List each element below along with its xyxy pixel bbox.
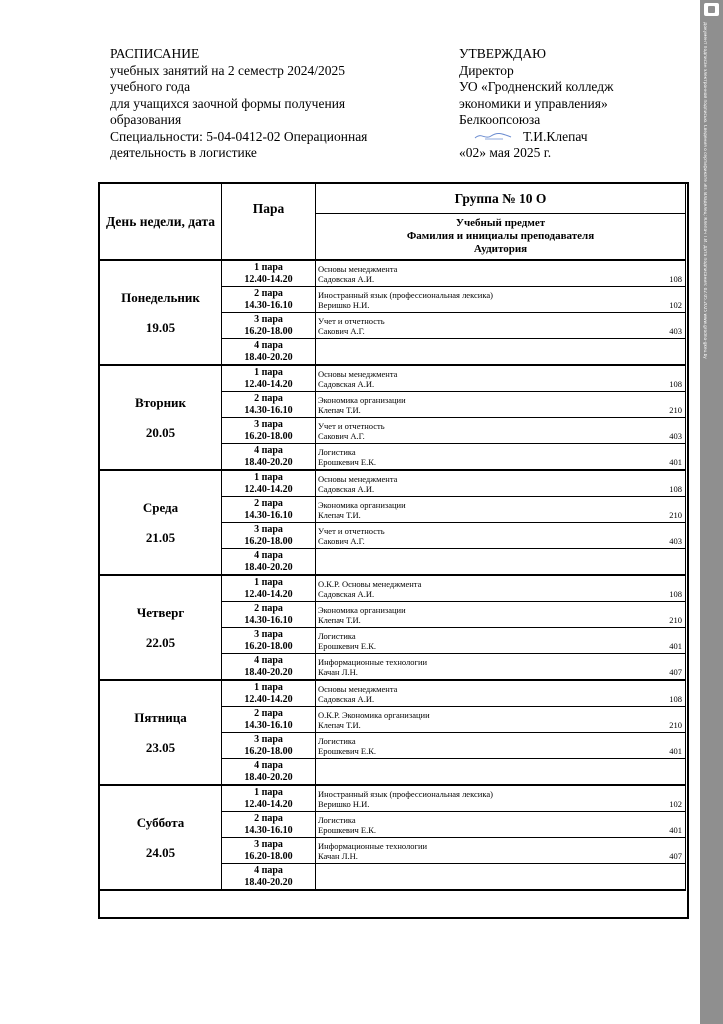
teacher-name: Веришко Н.И. [318, 299, 370, 310]
subject-cell [316, 680, 686, 707]
para-time: 18.40-20.20 [244, 666, 293, 678]
subject-name: Экономика организации [318, 604, 406, 615]
para-time: 14.30-16.10 [244, 719, 293, 731]
room-number: 210 [669, 405, 682, 415]
approval-block [459, 46, 699, 162]
para-time: 14.30-16.10 [244, 299, 293, 311]
para-number: 1 пара [254, 367, 283, 378]
para-number: 2 пара [254, 393, 283, 404]
day-cell [100, 470, 222, 575]
teacher-name: Садовская А.И. [318, 693, 375, 704]
subject-cell [316, 549, 686, 576]
para-number: 2 пара [254, 498, 283, 509]
table-row [100, 470, 686, 497]
table-row [100, 785, 686, 812]
header-day-date: День недели, дата [100, 184, 222, 261]
subject-name: Логистика [318, 735, 356, 746]
subject-cell [316, 497, 686, 523]
subject-cell [316, 628, 686, 654]
title-line: Специальности: 5-04-0412-02 Операционная [110, 128, 368, 144]
room-number: 407 [669, 667, 682, 677]
room-number: 401 [669, 746, 682, 756]
document-logo-icon [704, 3, 719, 16]
para-number: 4 пара [254, 340, 283, 351]
para-number: 3 пара [254, 419, 283, 430]
day-date: 19.05 [145, 319, 176, 335]
e-signature-strip [700, 0, 723, 1024]
subject-name: Учет и отчетность [318, 315, 385, 326]
para-time: 12.40-14.20 [244, 693, 293, 705]
subject-cell [316, 339, 686, 366]
teacher-name: Сакович А.Г. [318, 430, 365, 441]
title-line: учебных занятий на 2 семестр 2024/2025 [110, 62, 345, 78]
subject-cell [316, 759, 686, 786]
day-date: 23.05 [145, 739, 176, 755]
para-number: 4 пара [254, 445, 283, 456]
para-number: 3 пара [254, 314, 283, 325]
subject-cell [316, 812, 686, 838]
teacher-name: Клепач Т.И. [318, 614, 361, 625]
subject-name: Логистика [318, 446, 356, 457]
day-date: 20.05 [145, 424, 176, 440]
subject-name: Информационные технологии [318, 656, 428, 667]
teacher-name: Клепач Т.И. [318, 509, 361, 520]
para-cell [222, 313, 316, 339]
para-number: 1 пара [254, 682, 283, 693]
teacher-name: Сакович А.Г. [318, 325, 365, 336]
subject-name: Основы менеджмента [318, 368, 398, 379]
approve-name: Т.И.Клепач [523, 128, 588, 144]
title-line: РАСПИСАНИЕ [110, 46, 200, 61]
teacher-name: Клепач Т.И. [318, 404, 361, 415]
para-time: 18.40-20.20 [244, 561, 293, 573]
day-cell [100, 365, 222, 470]
para-cell [222, 339, 316, 366]
e-signature-text: Документ подписан электронной подписью. Сведения о сертификате ЭП. Владелец: Клепач Т.И. Дата подписания: 02.05.2025 www.grodno-gkeu.by [702, 22, 707, 359]
teacher-name: Ерошкевич Е.К. [318, 640, 377, 651]
subject-name: Основы менеджмента [318, 683, 398, 694]
subject-cell [316, 785, 686, 812]
para-time: 12.40-14.20 [244, 588, 293, 600]
subject-cell [316, 864, 686, 891]
para-cell [222, 444, 316, 471]
para-number: 1 пара [254, 787, 283, 798]
header-para: Пара [222, 184, 316, 261]
para-cell [222, 287, 316, 313]
approve-org: УО «Гродненский колледж [459, 79, 614, 94]
para-number: 3 пара [254, 734, 283, 745]
para-number: 2 пара [254, 813, 283, 824]
day-cell [100, 785, 222, 890]
para-cell [222, 575, 316, 602]
subject-name: Иностранный язык (профессиональная лексика) [318, 289, 493, 300]
subject-cell [316, 444, 686, 471]
para-time: 16.20-18.00 [244, 325, 293, 337]
para-cell [222, 812, 316, 838]
day-cell [100, 680, 222, 785]
subject-cell [316, 470, 686, 497]
schedule-table [99, 183, 686, 891]
para-number: 3 пара [254, 524, 283, 535]
teacher-name: Садовская А.И. [318, 273, 375, 284]
teacher-name: Сакович А.Г. [318, 535, 365, 546]
room-number: 108 [669, 589, 682, 599]
para-time: 16.20-18.00 [244, 535, 293, 547]
table-row [100, 260, 686, 287]
para-number: 3 пара [254, 629, 283, 640]
table-row [100, 365, 686, 392]
day-date: 22.05 [145, 634, 176, 650]
title-line: для учащихся заочной формы получения [110, 95, 346, 111]
para-time: 16.20-18.00 [244, 745, 293, 757]
schedule-title-block [110, 46, 430, 162]
day-cell [100, 260, 222, 365]
para-number: 3 пара [254, 839, 283, 850]
header-teacher: Фамилия и инициалы преподавателя [406, 230, 595, 243]
para-cell [222, 602, 316, 628]
para-cell [222, 628, 316, 654]
subject-cell [316, 313, 686, 339]
teacher-name: Садовская А.И. [318, 378, 375, 389]
day-name: Суббота [136, 814, 185, 830]
para-cell [222, 392, 316, 418]
table-row [100, 680, 686, 707]
para-time: 16.20-18.00 [244, 430, 293, 442]
title-line: учебного года [110, 79, 191, 94]
signature-mark [473, 130, 513, 142]
para-cell [222, 864, 316, 891]
para-number: 1 пара [254, 262, 283, 273]
para-cell [222, 785, 316, 812]
teacher-name: Качан Л.Н. [318, 666, 358, 677]
para-time: 18.40-20.20 [244, 351, 293, 363]
para-cell [222, 365, 316, 392]
approve-title: УТВЕРЖДАЮ [459, 46, 547, 61]
teacher-name: Клепач Т.И. [318, 719, 361, 730]
para-number: 4 пара [254, 760, 283, 771]
teacher-name: Веришко Н.И. [318, 798, 370, 809]
subject-name: О.К.Р. Основы менеджмента [318, 578, 422, 589]
day-name: Четверг [136, 604, 185, 620]
approve-org: экономики и управления» [459, 95, 608, 111]
para-cell [222, 707, 316, 733]
para-number: 4 пара [254, 550, 283, 561]
room-number: 401 [669, 457, 682, 467]
para-cell [222, 497, 316, 523]
para-cell [222, 470, 316, 497]
para-cell [222, 759, 316, 786]
day-name: Пятница [134, 709, 187, 725]
subject-cell [316, 602, 686, 628]
para-number: 2 пара [254, 288, 283, 299]
day-date: 24.05 [145, 844, 176, 860]
para-cell [222, 838, 316, 864]
para-number: 4 пара [254, 865, 283, 876]
para-number: 1 пара [254, 472, 283, 483]
subject-name: Информационные технологии [318, 840, 428, 851]
para-cell [222, 260, 316, 287]
subject-cell [316, 418, 686, 444]
approve-position: Директор [459, 62, 514, 78]
subject-cell [316, 654, 686, 681]
room-number: 210 [669, 720, 682, 730]
teacher-name: Ерошкевич Е.К. [318, 456, 377, 467]
para-cell [222, 680, 316, 707]
para-time: 14.30-16.10 [244, 509, 293, 521]
signature-line [459, 129, 699, 146]
day-name: Вторник [134, 394, 187, 410]
room-number: 108 [669, 694, 682, 704]
room-number: 407 [669, 851, 682, 861]
day-date: 21.05 [145, 529, 176, 545]
header-subject-info [316, 214, 686, 260]
para-number: 2 пара [254, 708, 283, 719]
room-number: 102 [669, 799, 682, 809]
header-subject: Учебный предмет [455, 217, 546, 230]
para-time: 16.20-18.00 [244, 850, 293, 862]
subject-cell [316, 260, 686, 287]
subject-name: Основы менеджмента [318, 263, 398, 274]
para-time: 18.40-20.20 [244, 456, 293, 468]
title-line: образования [110, 112, 182, 127]
subject-name: Экономика организации [318, 499, 406, 510]
para-time: 14.30-16.10 [244, 824, 293, 836]
para-time: 12.40-14.20 [244, 378, 293, 390]
para-time: 12.40-14.20 [244, 798, 293, 810]
day-name: Понедельник [121, 289, 200, 305]
title-line: деятельность в логистике [110, 145, 257, 160]
para-time: 14.30-16.10 [244, 614, 293, 626]
para-time: 12.40-14.20 [244, 273, 293, 285]
subject-cell [316, 575, 686, 602]
para-number: 4 пара [254, 655, 283, 666]
teacher-name: Садовская А.И. [318, 588, 375, 599]
para-time: 14.30-16.10 [244, 404, 293, 416]
day-cell [100, 575, 222, 680]
day-name: Среда [142, 499, 179, 515]
subject-name: Иностранный язык (профессиональная лексика) [318, 788, 493, 799]
subject-name: Логистика [318, 814, 356, 825]
subject-cell [316, 838, 686, 864]
room-number: 401 [669, 825, 682, 835]
room-number: 210 [669, 615, 682, 625]
room-number: 403 [669, 326, 682, 336]
header-group: Группа № 10 О [316, 184, 686, 214]
para-cell [222, 418, 316, 444]
room-number: 403 [669, 536, 682, 546]
teacher-name: Ерошкевич Е.К. [318, 745, 377, 756]
teacher-name: Качан Л.Н. [318, 850, 358, 861]
subject-cell [316, 523, 686, 549]
para-time: 18.40-20.20 [244, 876, 293, 888]
subject-cell [316, 287, 686, 313]
para-number: 2 пара [254, 603, 283, 614]
subject-name: Основы менеджмента [318, 473, 398, 484]
para-time: 18.40-20.20 [244, 771, 293, 783]
para-time: 16.20-18.00 [244, 640, 293, 652]
room-number: 102 [669, 300, 682, 310]
header-room: Аудитория [473, 243, 528, 256]
room-number: 403 [669, 431, 682, 441]
teacher-name: Садовская А.И. [318, 483, 375, 494]
room-number: 210 [669, 510, 682, 520]
subject-cell [316, 365, 686, 392]
subject-name: Учет и отчетность [318, 525, 385, 536]
table-row [100, 575, 686, 602]
room-number: 401 [669, 641, 682, 651]
room-number: 108 [669, 274, 682, 284]
teacher-name: Ерошкевич Е.К. [318, 824, 377, 835]
room-number: 108 [669, 484, 682, 494]
para-number: 1 пара [254, 577, 283, 588]
para-cell [222, 733, 316, 759]
subject-cell [316, 707, 686, 733]
subject-cell [316, 733, 686, 759]
approve-org: Белкоопсоюза [459, 112, 541, 127]
subject-name: Логистика [318, 630, 356, 641]
approve-date: «02» мая 2025 г. [459, 145, 552, 160]
subject-name: Экономика организации [318, 394, 406, 405]
para-cell [222, 523, 316, 549]
room-number: 108 [669, 379, 682, 389]
para-cell [222, 549, 316, 576]
para-time: 12.40-14.20 [244, 483, 293, 495]
para-cell [222, 654, 316, 681]
subject-name: О.К.Р. Экономика организации [318, 709, 430, 720]
subject-name: Учет и отчетность [318, 420, 385, 431]
subject-cell [316, 392, 686, 418]
